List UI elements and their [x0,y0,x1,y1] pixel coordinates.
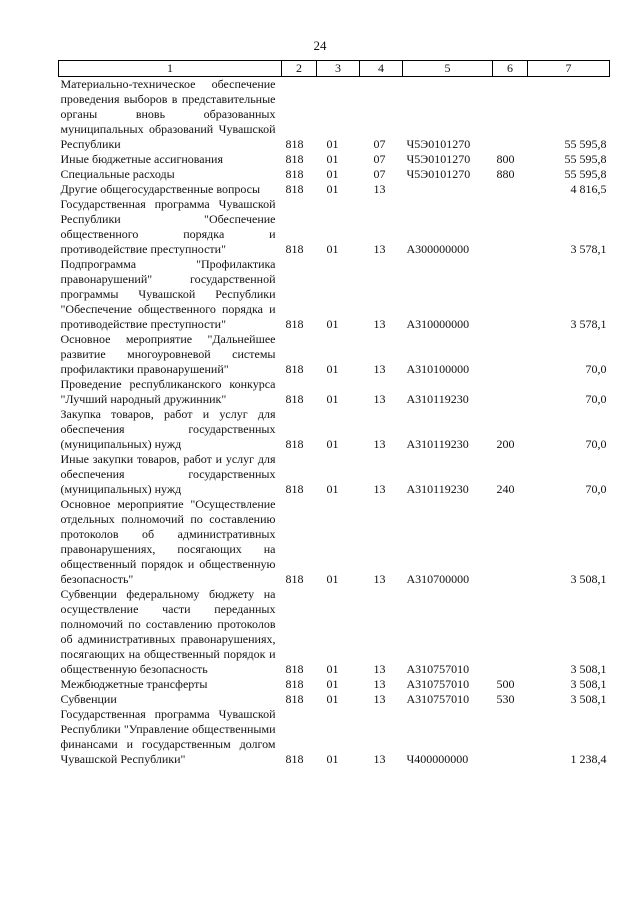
row-ministry-code: 818 [285,392,304,406]
column-header-4: 4 [360,61,403,77]
row-name: Основное мероприятие "Дальнейшее развитие многоуровневой системы профилактики правонарушений" [60,332,276,376]
row-subsection-code: 07 [373,167,386,181]
row-section-code: 01 [326,482,339,496]
row-subsection-code: 13 [373,482,386,496]
row-expense-kind-code [493,497,528,587]
row-name: Межбюджетные трансферты [60,677,208,691]
row-expense-kind-code: 800 [496,152,515,166]
row-target-code: А310757010 [406,677,470,691]
row-target-code: А310000000 [406,317,470,331]
table-row [59,332,610,377]
row-target-code: А310119230 [406,437,469,451]
table-row [59,152,610,167]
row-ministry-code: 818 [285,662,304,676]
row-subsection-code: 07 [373,152,386,166]
row-ministry-code: 818 [285,152,304,166]
table-row [59,587,610,677]
row-name: Специальные расходы [60,167,175,181]
row-subsection-code: 13 [373,692,386,706]
table-row [59,407,610,452]
row-amount: 3 508,1 [570,662,607,676]
row-ministry-code: 818 [285,362,304,376]
row-target-code: Ч5Э0101270 [406,152,471,166]
row-subsection-code: 07 [373,137,386,151]
table-row [59,197,610,257]
page-number: 24 [313,38,327,53]
row-amount: 70,0 [585,392,607,406]
column-header-5: 5 [403,61,493,77]
row-section-code: 01 [326,317,339,331]
table-row [59,497,610,587]
row-name: Подпрограмма "Профилактика правонарушений" государственной программы Чувашской Республики "Обеспечение общественного порядка и противодействие преступности" [60,257,276,331]
row-target-code: А310757010 [406,692,470,706]
row-subsection-code: 13 [373,362,386,376]
row-expense-kind-code: 200 [496,437,515,451]
row-expense-kind-code [493,587,528,677]
row-subsection-code: 13 [373,182,386,196]
table-row [59,677,610,692]
row-section-code: 01 [326,572,339,586]
row-expense-kind-code: 500 [496,677,515,691]
row-target-code: А310100000 [406,362,470,376]
row-expense-kind-code [493,77,528,153]
row-ministry-code: 818 [285,437,304,451]
row-section-code: 01 [326,152,339,166]
row-section-code: 01 [326,692,339,706]
row-expense-kind-code: 240 [496,482,515,496]
row-name: Субвенции [60,692,117,706]
row-name: Проведение республиканского конкурса "Лучший народный дружинник" [60,377,276,406]
row-name: Иные закупки товаров, работ и услуг для обеспечения государственных (муниципальных) нужд [60,452,276,496]
row-section-code: 01 [326,662,339,676]
row-name: Другие общегосударственные вопросы [60,182,261,196]
row-ministry-code: 818 [285,572,304,586]
table-row [59,77,610,153]
row-section-code: 01 [326,392,339,406]
row-section-code: 01 [326,362,339,376]
row-expense-kind-code [493,707,528,767]
table-row [59,182,610,197]
row-ministry-code: 818 [285,752,304,766]
row-target-code: Ч5Э0101270 [406,167,471,181]
budget-table [58,60,610,767]
column-header-6: 6 [493,61,528,77]
row-target-code [403,182,493,197]
column-header-7: 7 [528,61,610,77]
row-name: Государственная программа Чувашской Республики "Управление общественными финансами и государственным долгом Чувашской Республики" [60,707,276,766]
column-header-3: 3 [317,61,360,77]
row-ministry-code: 818 [285,677,304,691]
row-expense-kind-code [493,377,528,407]
row-expense-kind-code [493,197,528,257]
row-name: Основное мероприятие "Осуществление отдельных полномочий по составлению протоколов об административных правонарушениях, посягающих на общественный порядок и общественную безопасность" [60,497,276,586]
row-amount: 70,0 [585,437,607,451]
row-expense-kind-code [493,182,528,197]
row-ministry-code: 818 [285,137,304,151]
column-header-2: 2 [282,61,317,77]
row-expense-kind-code [493,332,528,377]
row-amount: 3 508,1 [570,572,607,586]
row-target-code: А310700000 [406,572,470,586]
row-subsection-code: 13 [373,437,386,451]
row-subsection-code: 13 [373,242,386,256]
table-row [59,692,610,707]
table-row [59,377,610,407]
row-ministry-code: 818 [285,317,304,331]
row-amount: 70,0 [585,482,607,496]
row-expense-kind-code: 530 [496,692,515,706]
row-section-code: 01 [326,437,339,451]
row-subsection-code: 13 [373,572,386,586]
table-row [59,167,610,182]
row-ministry-code: 818 [285,482,304,496]
row-expense-kind-code: 880 [496,167,515,181]
row-amount: 4 816,5 [570,182,607,196]
row-name: Субвенции федеральному бюджету на осуществление части переданных полномочий по составлению протоколов об административных правонарушениях, посягающих на общественный порядок и общественную безопасность [60,587,276,676]
row-target-code: А310757010 [406,662,470,676]
row-section-code: 01 [326,677,339,691]
row-amount: 3 508,1 [570,692,607,706]
row-amount: 70,0 [585,362,607,376]
row-target-code: А310119230 [406,392,469,406]
row-ministry-code: 818 [285,167,304,181]
table-row [59,707,610,767]
row-subsection-code: 13 [373,662,386,676]
table-body [59,77,610,768]
column-header-1: 1 [59,61,282,77]
row-target-code: А300000000 [406,242,470,256]
row-ministry-code: 818 [285,692,304,706]
row-target-code: Ч400000000 [406,752,469,766]
row-section-code: 01 [326,167,339,181]
row-ministry-code: 818 [285,242,304,256]
row-amount: 3 508,1 [570,677,607,691]
row-target-code: А310119230 [406,482,469,496]
row-section-code: 01 [326,752,339,766]
table-header-row [59,61,610,77]
row-amount: 3 578,1 [570,242,607,256]
row-amount: 55 595,8 [564,167,607,181]
row-expense-kind-code [493,257,528,332]
row-amount: 55 595,8 [564,137,607,151]
row-target-code: Ч5Э0101270 [406,137,471,151]
table-row [59,257,610,332]
row-section-code: 01 [326,242,339,256]
row-ministry-code: 818 [285,182,304,196]
row-amount: 3 578,1 [570,317,607,331]
row-name: Материально-техническое обеспечение проведения выборов в представительные органы вновь образованных муниципальных образований Чувашской Республики [60,77,276,151]
row-name: Иные бюджетные ассигнования [60,152,223,166]
row-section-code: 01 [326,137,339,151]
row-section-code: 01 [326,182,339,196]
row-amount: 1 238,4 [570,752,607,766]
row-subsection-code: 13 [373,752,386,766]
row-subsection-code: 13 [373,317,386,331]
row-subsection-code: 13 [373,392,386,406]
row-amount: 55 595,8 [564,152,607,166]
row-name: Государственная программа Чувашской Республики "Обеспечение общественного порядка и противодействие преступности" [60,197,276,256]
table-row [59,452,610,497]
row-name: Закупка товаров, работ и услуг для обеспечения государственных (муниципальных) нужд [60,407,276,451]
row-subsection-code: 13 [373,677,386,691]
